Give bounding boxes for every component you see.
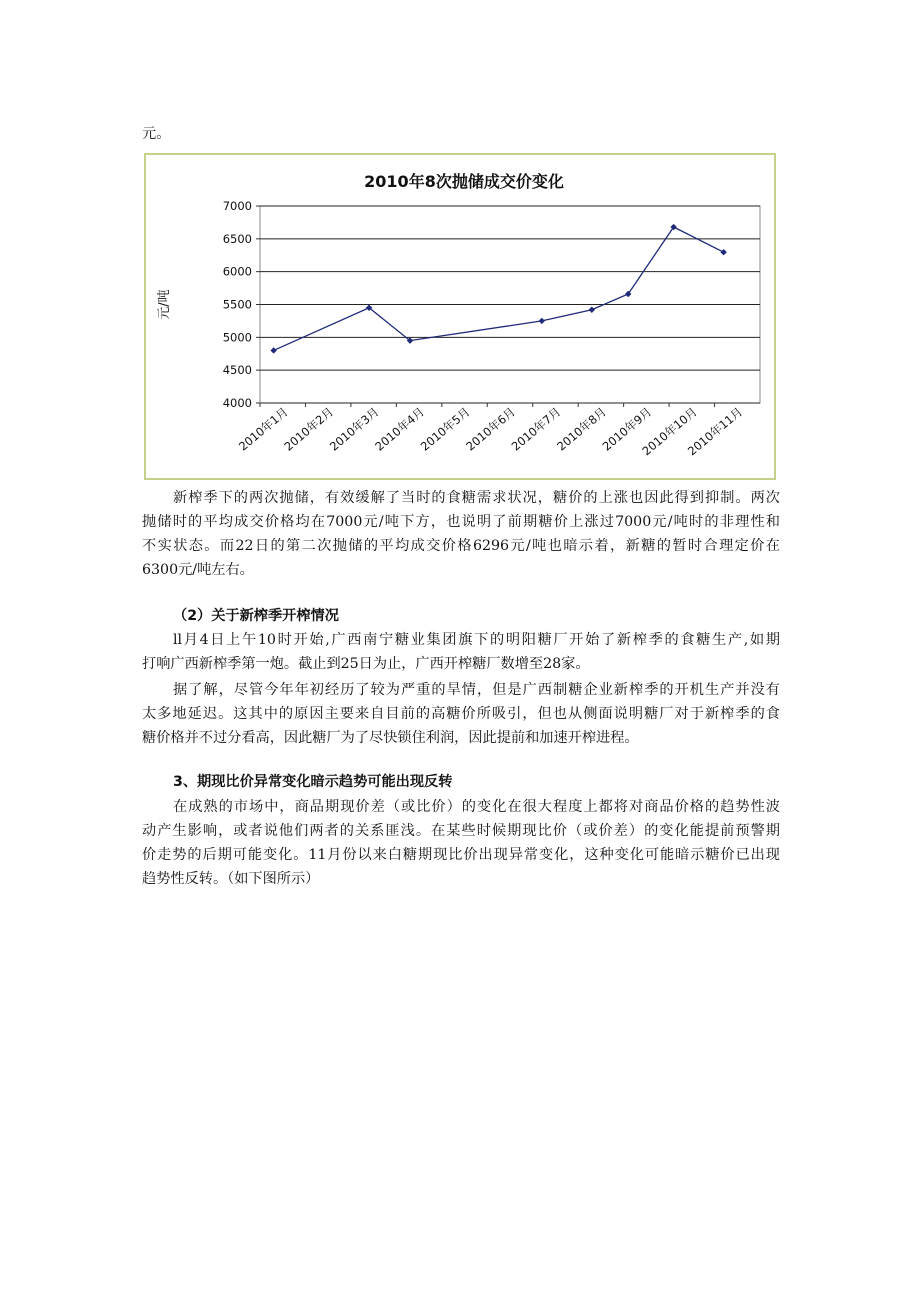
y-tick-label: 5500	[222, 297, 252, 312]
text-line: 趋势性反转。（如下图所示）	[142, 871, 320, 887]
text-line: 糖价格并不过分看高，因此糖厂为了尽快锁住利润，因此提前和加速开榨进程。	[142, 730, 639, 746]
y-tick-label: 6000	[222, 264, 252, 279]
x-tick-label: 2010年7月	[508, 404, 564, 454]
x-tick-label: 2010年8月	[554, 404, 609, 454]
preceding-text-fragment: 元。	[142, 126, 171, 142]
chart-title: 2010年8次抛储成交价变化	[364, 172, 564, 191]
y-axis-label: 元/吨	[157, 289, 172, 320]
x-tick-label: 2010年1月	[236, 404, 291, 454]
x-tick-labels	[236, 403, 745, 458]
section-3-heading: 3、期现比价异常变化暗示趋势可能出现反转	[173, 774, 453, 790]
text-line: 据了解，尽管今年年初经历了较为严重的旱情，但是广西制糖企业新榨季的开机生产并没有	[173, 682, 780, 698]
y-tick-label: 4000	[222, 396, 252, 410]
y-tick-label: 6500	[222, 231, 252, 246]
chart-canvas	[146, 155, 774, 478]
text-line: 打响广西新榨季第一炮。截止到25日为止，广西开榨糖厂数增至28家。	[142, 656, 590, 672]
x-tick-label: 2010年10月	[639, 404, 700, 459]
text-line: 价走势的后期可能变化。11月份以来白糖期现比价出现异常变化，这种变化可能暗示糖价已出现	[142, 847, 780, 863]
x-tick-label: 2010年11月	[684, 404, 746, 459]
x-tick-label: 2010年6月	[463, 404, 518, 454]
y-tick-label: 7000	[222, 199, 252, 213]
price-line-chart	[144, 153, 776, 480]
x-tick-label: 2010年4月	[372, 404, 428, 454]
gridlines	[256, 206, 760, 403]
x-tick-label: 2010年5月	[417, 404, 473, 454]
x-tick-label: 2010年3月	[326, 404, 382, 454]
text-line: 6300元/吨左右。	[142, 562, 254, 578]
y-tick-labels	[223, 199, 252, 410]
x-tick-label: 2010年9月	[599, 404, 655, 454]
text-line: 抛储时的平均成交价格均在7000元/吨下方，也说明了前期糖价上涨过7000元/吨时的非理性和	[142, 514, 780, 530]
text-line: 不实状态。而22日的第二次抛储的平均成交价格6296元/吨也暗示着，新糖的暂时合理定价在	[142, 538, 780, 554]
text-line: 新榨季下的两次抛储，有效缓解了当时的食糖需求状况，糖价的上涨也因此得到抑制。两次	[173, 490, 780, 506]
x-tick-label: 2010年2月	[281, 404, 337, 454]
y-tick-label: 4500	[222, 363, 252, 378]
text-line: 太多地延迟。这其中的原因主要来自目前的高糖价所吸引，但也从侧面说明糖厂对于新榨季的食	[142, 706, 780, 722]
y-tick-label: 5000	[222, 330, 252, 345]
text-line: 动产生影响，或者说他们两者的关系匪浅。在某些时候期现比价（或价差）的变化能提前预警期	[142, 823, 780, 839]
text-line: 在成熟的市场中，商品期现价差（或比价）的变化在很大程度上都将对商品价格的趋势性波	[173, 799, 780, 815]
text-line: ll月4日上午10时开始,广西南宁糖业集团旗下的明阳糖厂开始了新榨季的食糖生产,如期	[173, 632, 780, 648]
section-2-heading: （2）关于新榨季开榨情况	[173, 608, 339, 624]
